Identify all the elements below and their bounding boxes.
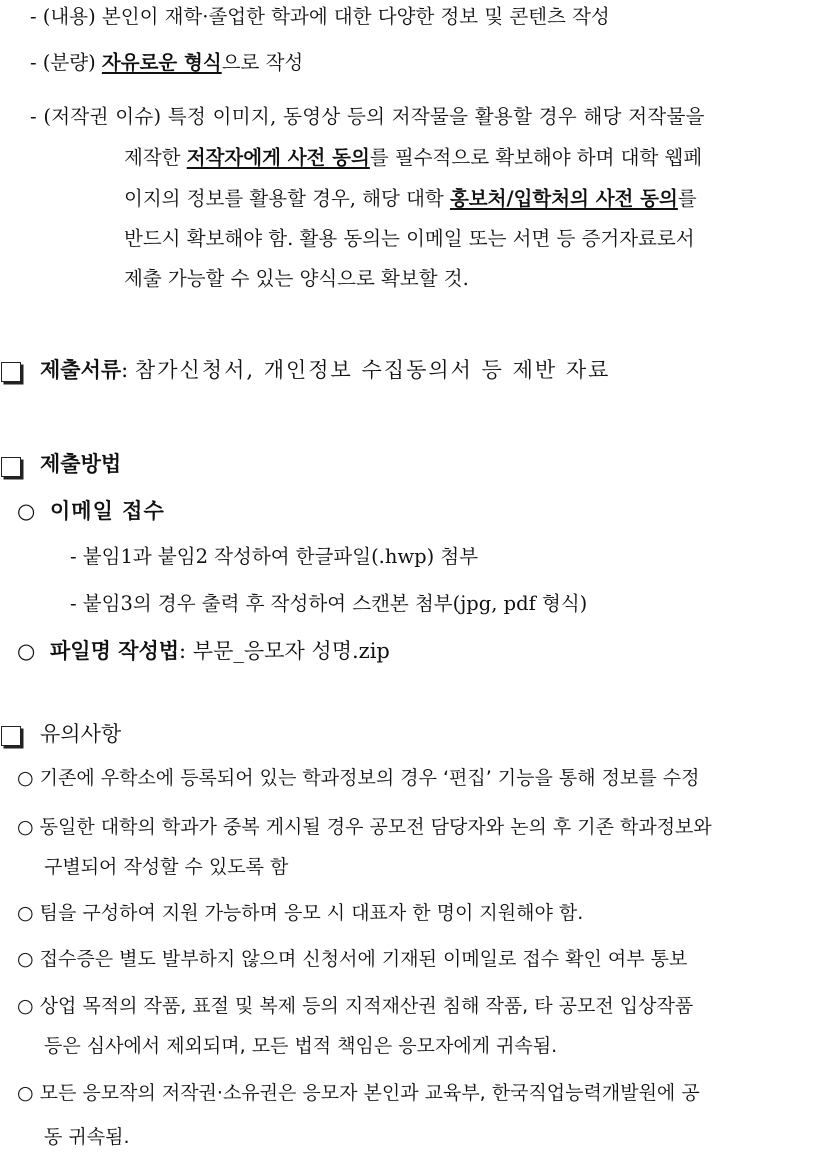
content-prefix: - (내용) xyxy=(30,5,102,28)
documents-text: 참가신청서, 개인정보 수집동의서 등 제반 자료 xyxy=(134,358,611,382)
note-item xyxy=(17,991,693,1021)
note-item xyxy=(17,763,699,793)
circle-bullet-icon: ○ xyxy=(17,1082,34,1104)
note-item xyxy=(17,944,687,974)
documents-title: 제출서류 xyxy=(40,357,122,382)
note-item xyxy=(17,1078,700,1108)
documents-colon: : xyxy=(121,358,135,382)
amount-line xyxy=(30,48,303,78)
filename-text: : 부문_응모자 성명.zip xyxy=(179,639,390,663)
circle-bullet-icon: ○ xyxy=(17,499,36,523)
copyright-line-3-post: 를 xyxy=(677,187,697,210)
note-text: 상업 목적의 작품, 표절 및 복제 등의 지적재산권 침해 작품, 타 공모전 입상작품 xyxy=(39,995,694,1017)
email-title: 이메일 접수 xyxy=(50,498,165,523)
content-text: 본인이 재학·졸업한 학과에 대한 다양한 정보 및 콘텐츠 작성 xyxy=(101,5,610,28)
checkbox-icon xyxy=(1,457,21,477)
copyright-line-5: 제출 가능할 수 있는 양식으로 확보할 것. xyxy=(124,267,469,290)
filename-line xyxy=(17,636,390,666)
note-text: 기존에 우학소에 등록되어 있는 학과정보의 경우 ‘편집’ 기능을 통해 정보를 수정 xyxy=(39,767,700,789)
documents-line xyxy=(40,355,610,385)
copyright-line-2-pre: 제작한 xyxy=(124,146,187,169)
email-line xyxy=(17,496,165,526)
copyright-pr-consent-emphasis: 홍보처/입학처의 사전 동의 xyxy=(449,187,678,210)
copyright-line-3 xyxy=(124,184,810,214)
copyright-line-2-post: 를 필수적으로 확보해야 하며 대학 웹페 xyxy=(369,146,703,169)
circle-bullet-icon: ○ xyxy=(17,816,34,838)
filename-title: 파일명 작성법 xyxy=(50,638,180,663)
copyright-line-2 xyxy=(124,143,810,173)
amount-suffix: 으로 작성 xyxy=(221,51,304,74)
note-item xyxy=(17,898,583,928)
email-item-1: - 붙임1과 붙임2 작성하여 한글파일(.hwp) 첨부 xyxy=(70,545,479,568)
note-item xyxy=(17,812,712,842)
copyright-line-1: - (저작권 이슈) 특정 이미지, 동영상 등의 저작물을 활용할 경우 해당 저작물을 xyxy=(30,105,705,128)
copyright-line-3-pre: 이지의 정보를 활용할 경우, 해당 대학 xyxy=(124,187,450,210)
note-text: 접수증은 별도 발부하지 않으며 신청서에 기재된 이메일로 접수 확인 여부 통보 xyxy=(39,948,688,970)
note-continuation: 동 귀속됨. xyxy=(44,1126,130,1148)
note-text: 모든 응모작의 저작권·소유권은 응모자 본인과 교육부, 한국직업능력개발원에 공 xyxy=(39,1082,700,1104)
email-item-2: - 붙임3의 경우 출력 후 작성하여 스캔본 첨부(jpg, pdf 형식) xyxy=(70,592,588,615)
amount-emphasis: 자유로운 형식 xyxy=(101,51,222,74)
copyright-line-4: 반드시 확보해야 함. 활용 동의는 이메일 또는 서면 등 증거자료로서 xyxy=(124,227,695,250)
note-continuation: 구별되어 작성할 수 있도록 함 xyxy=(44,856,289,878)
note-text: 동일한 대학의 학과가 중복 게시될 경우 공모전 담당자와 논의 후 기존 학과정보와 xyxy=(39,816,712,838)
circle-bullet-icon: ○ xyxy=(17,767,34,789)
notes-title: 유의사항 xyxy=(40,722,122,746)
note-text: 팀을 구성하여 지원 가능하며 응모 시 대표자 한 명이 지원해야 함. xyxy=(39,902,584,924)
content-line xyxy=(30,2,610,32)
circle-bullet-icon: ○ xyxy=(17,948,34,970)
checkbox-icon xyxy=(1,362,21,382)
method-title: 제출방법 xyxy=(40,451,122,476)
circle-bullet-icon: ○ xyxy=(17,995,34,1017)
circle-bullet-icon: ○ xyxy=(17,639,36,663)
note-continuation: 등은 심사에서 제외되며, 모든 법적 책임은 응모자에게 귀속됨. xyxy=(44,1035,558,1057)
amount-prefix: - (분량) xyxy=(30,51,102,74)
checkbox-icon xyxy=(1,726,21,746)
circle-bullet-icon: ○ xyxy=(17,902,34,924)
copyright-consent-emphasis: 저작자에게 사전 동의 xyxy=(186,146,370,169)
